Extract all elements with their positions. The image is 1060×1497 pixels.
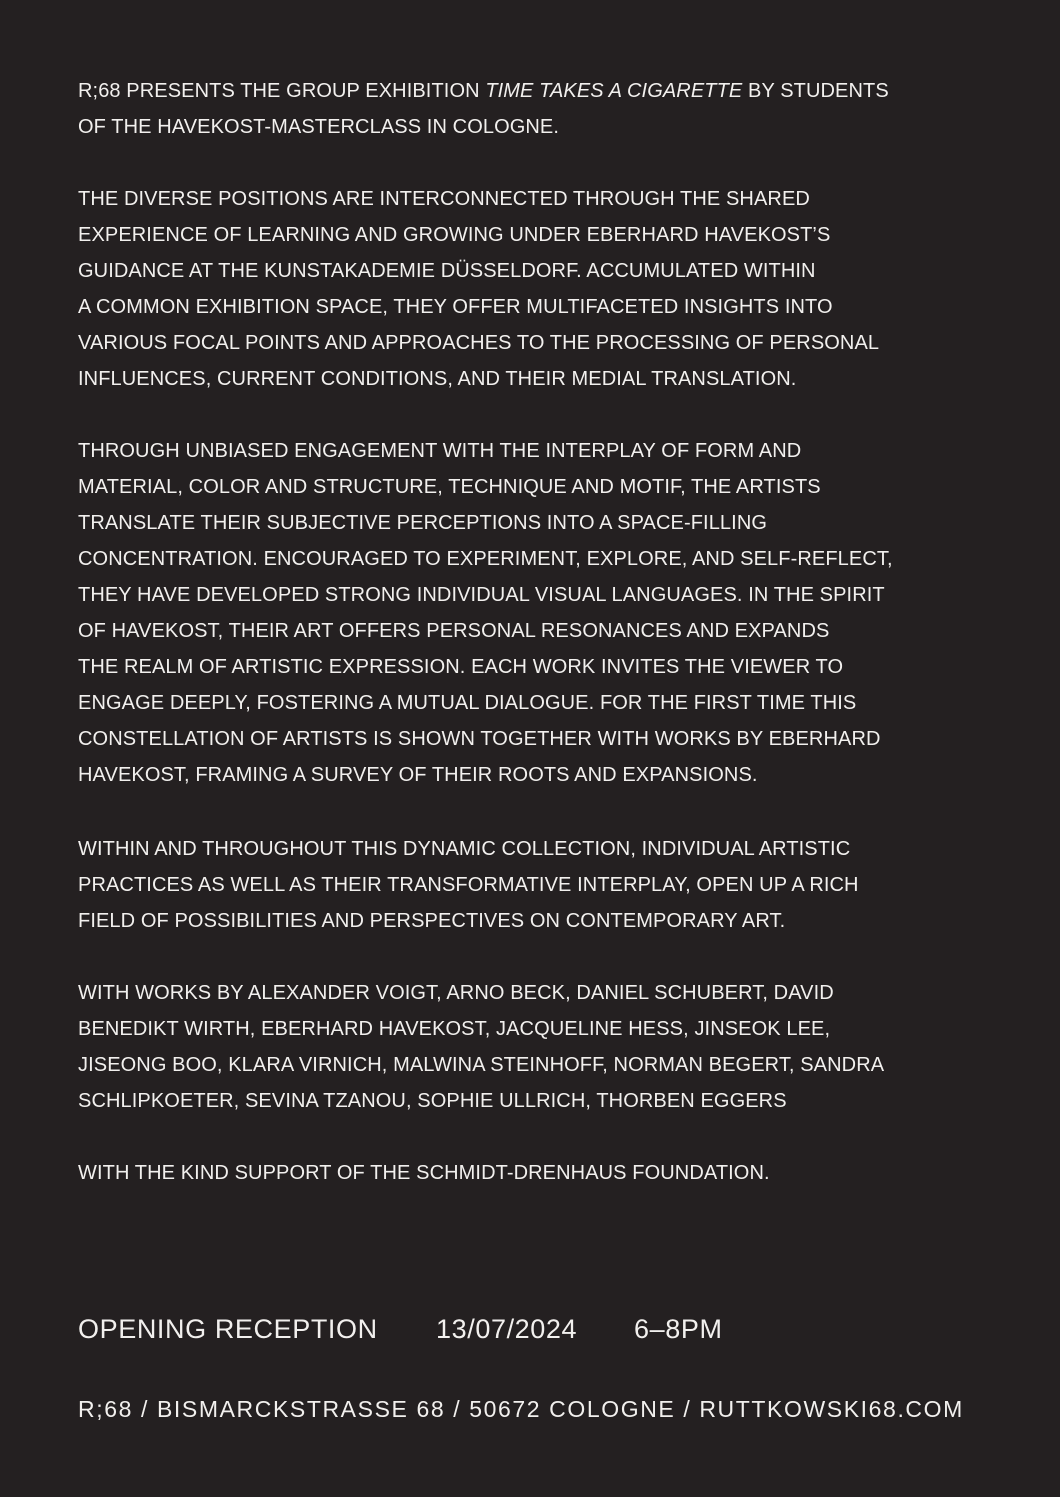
paragraph-3-line: THEY HAVE DEVELOPED STRONG INDIVIDUAL VISUAL LANGUAGES. IN THE SPIRIT [78, 584, 885, 606]
opening-time: 6–8PM [634, 1314, 723, 1344]
opening-date: 13/07/2024 [436, 1314, 578, 1344]
exhibition-title: TIME TAKES A CIGARETTE [485, 80, 743, 102]
paragraph-3-line: CONCENTRATION. ENCOURAGED TO EXPERIMENT, EXPLORE, AND SELF-REFLECT, [78, 548, 893, 570]
paragraph-2-line: A COMMON EXHIBITION SPACE, THEY OFFER MULTIFACETED INSIGHTS INTO [78, 296, 833, 318]
support-line: WITH THE KIND SUPPORT OF THE SCHMIDT-DRENHAUS FOUNDATION. [78, 1162, 770, 1184]
paragraph-3-line: HAVEKOST, FRAMING A SURVEY OF THEIR ROOTS AND EXPANSIONS. [78, 764, 758, 786]
paragraph-3-line: ENGAGE DEEPLY, FOSTERING A MUTUAL DIALOGUE. FOR THE FIRST TIME THIS [78, 692, 857, 714]
artists-line: WITH WORKS BY ALEXANDER VOIGT, ARNO BECK, DANIEL SCHUBERT, DAVID [78, 982, 834, 1004]
artists-line: SCHLIPKOETER, SEVINA TZANOU, SOPHIE ULLRICH, THORBEN EGGERS [78, 1090, 787, 1112]
opening-reception-label: OPENING RECEPTION [78, 1314, 378, 1344]
intro-text-prefix: R;68 PRESENTS THE GROUP EXHIBITION [78, 80, 486, 102]
paragraph-3-line: OF HAVEKOST, THEIR ART OFFERS PERSONAL RESONANCES AND EXPANDS [78, 620, 830, 642]
press-release-page [78, 0, 1038, 1497]
intro-text-suffix: BY STUDENTS [742, 80, 889, 102]
paragraph-3-line: THE REALM OF ARTISTIC EXPRESSION. EACH WORK INVITES THE VIEWER TO [78, 656, 844, 678]
intro-line-2: OF THE HAVEKOST-MASTERCLASS IN COLOGNE. [78, 116, 560, 138]
paragraph-3-line: CONSTELLATION OF ARTISTS IS SHOWN TOGETHER WITH WORKS BY EBERHARD [78, 728, 881, 750]
paragraph-4-line: WITHIN AND THROUGHOUT THIS DYNAMIC COLLECTION, INDIVIDUAL ARTISTIC [78, 838, 851, 860]
paragraph-2-line: GUIDANCE AT THE KUNSTAKADEMIE DÜSSELDORF. ACCUMULATED WITHIN [78, 260, 816, 282]
gallery-address: R;68 / BISMARCKSTRASSE 68 / 50672 COLOGNE / RUTTKOWSKI68.COM [78, 1396, 964, 1422]
paragraph-2-line: THE DIVERSE POSITIONS ARE INTERCONNECTED THROUGH THE SHARED [78, 188, 810, 210]
paragraph-3-line: TRANSLATE THEIR SUBJECTIVE PERCEPTIONS INTO A SPACE-FILLING [78, 512, 768, 534]
artists-line: BENEDIKT WIRTH, EBERHARD HAVEKOST, JACQUELINE HESS, JINSEOK LEE, [78, 1018, 831, 1040]
paragraph-4-line: FIELD OF POSSIBILITIES AND PERSPECTIVES ON CONTEMPORARY ART. [78, 910, 786, 932]
artists-line: JISEONG BOO, KLARA VIRNICH, MALWINA STEINHOFF, NORMAN BEGERT, SANDRA [78, 1054, 885, 1076]
paragraph-2-line: INFLUENCES, CURRENT CONDITIONS, AND THEIR MEDIAL TRANSLATION. [78, 368, 797, 390]
paragraph-3-line: THROUGH UNBIASED ENGAGEMENT WITH THE INTERPLAY OF FORM AND [78, 440, 802, 462]
paragraph-2-line: VARIOUS FOCAL POINTS AND APPROACHES TO THE PROCESSING OF PERSONAL [78, 332, 880, 354]
paragraph-3-line: MATERIAL, COLOR AND STRUCTURE, TECHNIQUE AND MOTIF, THE ARTISTS [78, 476, 821, 498]
paragraph-2-line: EXPERIENCE OF LEARNING AND GROWING UNDER EBERHARD HAVEKOST’S [78, 224, 831, 246]
paragraph-4-line: PRACTICES AS WELL AS THEIR TRANSFORMATIVE INTERPLAY, OPEN UP A RICH [78, 874, 859, 896]
intro-line-1 [78, 79, 889, 103]
